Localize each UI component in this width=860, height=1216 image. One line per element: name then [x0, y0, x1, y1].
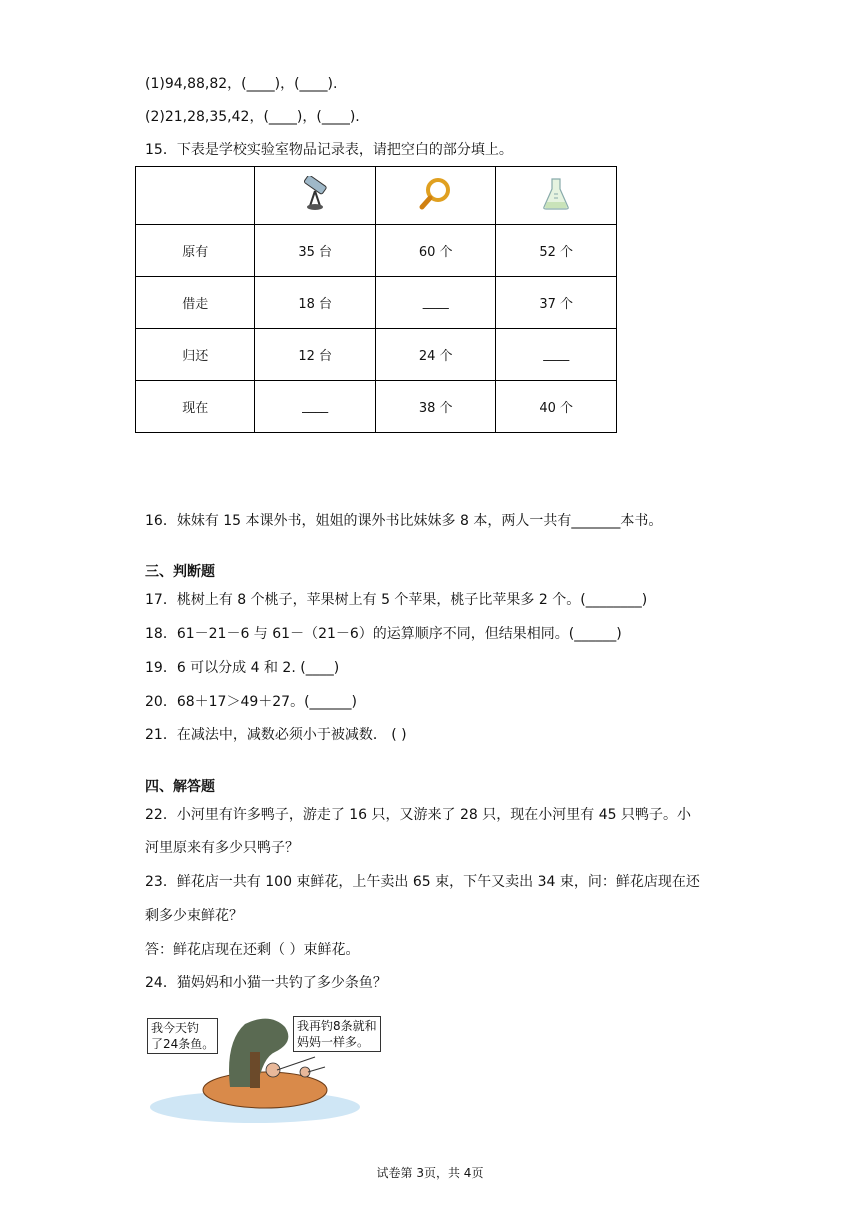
question-24: 24．猫妈妈和小猫一共钓了多少条鱼？ — [145, 975, 387, 991]
bubble-text: 妈妈一样多。 — [297, 1035, 370, 1049]
question-23-line-2: 剩多少束鲜花？ — [145, 908, 243, 924]
row-label: 现在 — [136, 381, 255, 433]
table-cell: ____ — [496, 329, 617, 381]
lab-items-table — [135, 166, 617, 433]
bubble-text: 我再钓8条就和 — [297, 1019, 377, 1033]
table-row — [136, 225, 617, 277]
table-row — [136, 329, 617, 381]
fishing-cats-illustration — [145, 1012, 395, 1127]
question-16: 16．妹妹有 15 本课外书，姐姐的课外书比妹妹多 8 本，两人一共有_______本书。 — [145, 513, 663, 529]
telescope-icon — [298, 176, 332, 216]
question-17: 17．桃树上有 8 个桃子，苹果树上有 5 个苹果，桃子比苹果多 2 个。(________) — [145, 592, 648, 608]
question-23-answer: 答：鲜花店现在还剩（ ）束鲜花。 — [145, 942, 360, 958]
question-21: 21．在减法中，减数必须小于被减数． ( ) — [145, 727, 407, 743]
page-footer: 试卷第 3页，共 4页 — [376, 1166, 484, 1180]
table-corner-cell — [136, 167, 255, 225]
question-14-part-1: (1)94,88,82，(____)，(____). — [145, 76, 338, 92]
row-label: 原有 — [136, 225, 255, 277]
bubble-text: 我今天钓 — [151, 1021, 200, 1035]
row-label: 归还 — [136, 329, 255, 381]
flask-icon — [541, 176, 571, 216]
table-cell: 52 个 — [496, 225, 617, 277]
table-row — [136, 381, 617, 433]
table-cell: 38 个 — [375, 381, 496, 433]
speech-bubble-mother — [147, 1018, 218, 1054]
table-cell: 35 台 — [255, 225, 376, 277]
question-20: 20．68＋17＞49＋27。(______) — [145, 694, 357, 710]
question-22-line-1: 22．小河里有许多鸭子，游走了 16 只，又游来了 28 只，现在小河里有 45 只鸭子。小 — [145, 807, 691, 823]
table-cell: ____ — [255, 381, 376, 433]
table-cell: 60 个 — [375, 225, 496, 277]
table-cell: 40 个 — [496, 381, 617, 433]
table-cell: 18 台 — [255, 277, 376, 329]
question-18: 18．61－21－6 与 61－（21－6）的运算顺序不同，但结果相同。(______) — [145, 626, 622, 642]
table-cell: 37 个 — [496, 277, 617, 329]
section-heading-answers: 四、解答题 — [145, 779, 215, 795]
question-19: 19．6 可以分成 4 和 2. (____) — [145, 660, 340, 676]
question-22-line-2: 河里原来有多少只鸭子？ — [145, 840, 299, 856]
table-row — [136, 277, 617, 329]
question-14-part-2: (2)21,28,35,42，(____)，(____). — [145, 109, 360, 125]
section-heading-judgment: 三、判断题 — [145, 564, 215, 580]
table-icon-row — [136, 167, 617, 225]
speech-bubble-kitten — [293, 1016, 381, 1052]
table-cell: 12 台 — [255, 329, 376, 381]
question-23-line-1: 23．鲜花店一共有 100 束鲜花，上午卖出 65 束，下午又卖出 34 束，问：鲜花店现在还 — [145, 874, 700, 890]
magnifier-icon — [418, 176, 454, 216]
question-15: 15．下表是学校实验室物品记录表，请把空白的部分填上。 — [145, 142, 513, 158]
table-cell: 24 个 — [375, 329, 496, 381]
row-label: 借走 — [136, 277, 255, 329]
bubble-text: 了24条鱼。 — [151, 1037, 215, 1051]
table-cell: ____ — [375, 277, 496, 329]
